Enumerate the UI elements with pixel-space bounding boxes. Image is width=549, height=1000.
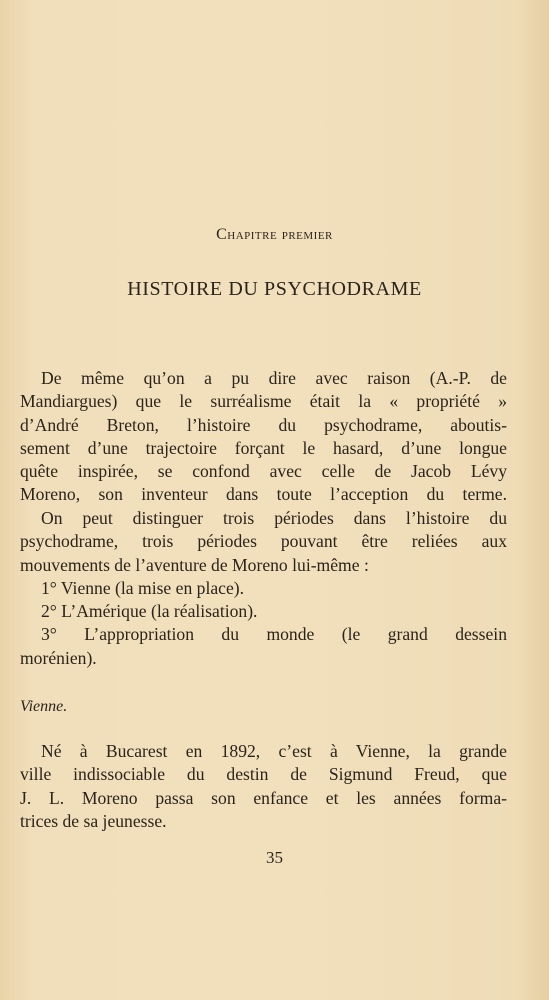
paragraph-2-line: mouvements de l’aventure de Moreno lui-même : [20,554,369,575]
paragraph-1-line: quête inspirée, se confond avec celle de Jacob Lévy [20,461,507,482]
list-item-continuation: morénien). [20,647,97,668]
paragraph-1-line: d’André Breton, l’histoire du psychodrame, aboutis- [20,414,507,435]
chapter-label: Chapitre premier [216,226,333,243]
paragraph-1 [20,367,507,507]
paragraph-1-line: Moreno, son inventeur dans toute l’acception du terme. [20,484,507,505]
paragraph-2 [20,507,507,670]
paragraph-3 [20,740,507,833]
page-number: 35 [266,848,283,867]
list-item: 3° L’appropriation du monde (le grand dessein [41,624,507,645]
paragraph-1-line: Mandiargues) que le surréalisme était la « propriété » [20,391,507,412]
paragraph-3-line: J. L. Moreno passa son enfance et les années forma- [20,787,507,808]
chapter-title: HISTOIRE DU PSYCHODRAME [127,278,422,300]
list-item: 1° Vienne (la mise en place). [41,577,245,598]
paragraph-1-line: De même qu’on a pu dire avec raison (A.-P. de [41,368,507,388]
paragraph-1-line: sement d’une trajectoire forçant le hasard, d’une longue [20,437,507,458]
paragraph-2-line: psychodrame, trois périodes pouvant être reliées aux [20,531,507,552]
paragraph-3-line: Né à Bucarest en 1892, c’est à Vienne, la grande [41,741,507,761]
paragraph-3-line: trices de sa jeunesse. [20,810,167,831]
paragraph-3-line: ville indissociable du destin de Sigmund Freud, que [20,764,507,785]
section-heading: Vienne. [20,698,68,715]
list-item: 2° L’Amérique (la réalisation). [41,601,258,622]
paragraph-2-line: On peut distinguer trois périodes dans l’histoire du [41,508,507,528]
